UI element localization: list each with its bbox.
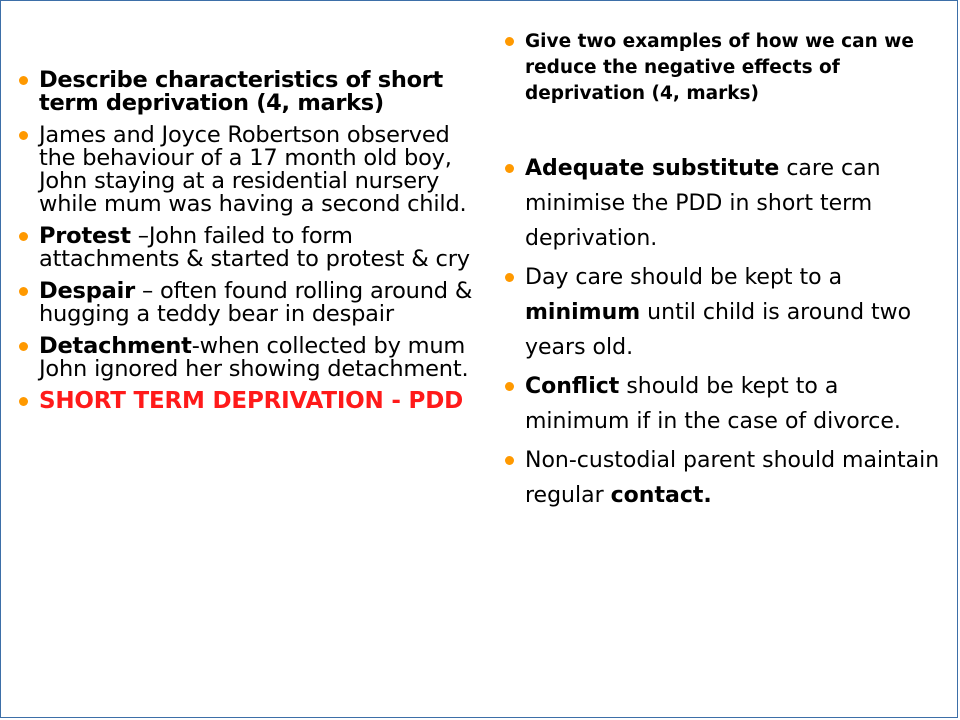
right-bullet-list (501, 29, 941, 513)
bullet-icon (19, 232, 28, 241)
despair-term: Despair (39, 278, 136, 304)
point2-term: minimum (525, 300, 641, 325)
conclusion-text: SHORT TERM DEPRIVATION - PDD (39, 388, 463, 414)
point4-before: Non-custodial parent should maintain regular (525, 448, 940, 508)
detachment-item (15, 335, 475, 381)
point2-after: until child is around two years old. (525, 300, 912, 360)
bullet-icon (19, 342, 28, 351)
point2-before: Day care should be kept to a (525, 265, 843, 290)
right-column (501, 29, 941, 517)
despair-item (15, 280, 475, 326)
study-item (15, 124, 475, 216)
right-question-item (501, 29, 941, 107)
protest-term: Protest (39, 223, 131, 249)
point1-item (501, 151, 941, 256)
bullet-icon (505, 382, 514, 391)
conclusion-item (15, 390, 475, 413)
bullet-icon (19, 397, 28, 406)
point1-term: Adequate substitute (525, 156, 780, 181)
point4-item (501, 443, 941, 513)
point3-item (501, 369, 941, 439)
protest-item (15, 225, 475, 271)
bullet-icon (19, 76, 28, 85)
bullet-icon (505, 456, 514, 465)
point2-item (501, 260, 941, 365)
left-bullet-list (15, 69, 475, 413)
bullet-icon (505, 273, 514, 282)
bullet-icon (505, 37, 514, 46)
point4-term: contact. (610, 483, 712, 508)
left-question-text: Describe characteristics of short term deprivation (4, marks) (39, 67, 443, 116)
detachment-text: -when collected by mum John ignored her showing detachment. (39, 333, 469, 382)
bullet-icon (19, 131, 28, 140)
study-text: James and Joyce Robertson observed the behaviour of a 17 month old boy, John staying at a residential nursery while mum was having a second child. (39, 122, 467, 217)
despair-text: – often found rolling around & hugging a teddy bear in despair (39, 278, 473, 327)
bullet-icon (505, 164, 514, 173)
point1-text: care can minimise the PDD in short term deprivation. (525, 156, 881, 251)
point3-term: Conflict (525, 374, 620, 399)
left-column (15, 69, 475, 422)
point3-text: should be kept to a minimum if in the case of divorce. (525, 374, 901, 434)
left-question-item (15, 69, 475, 115)
right-question-text: Give two examples of how we can we reduce the negative effects of deprivation (4, marks) (525, 31, 914, 104)
bullet-icon (19, 287, 28, 296)
protest-text: –John failed to form attachments & started to protest & cry (39, 223, 470, 272)
detachment-term: Detachment (39, 333, 192, 359)
